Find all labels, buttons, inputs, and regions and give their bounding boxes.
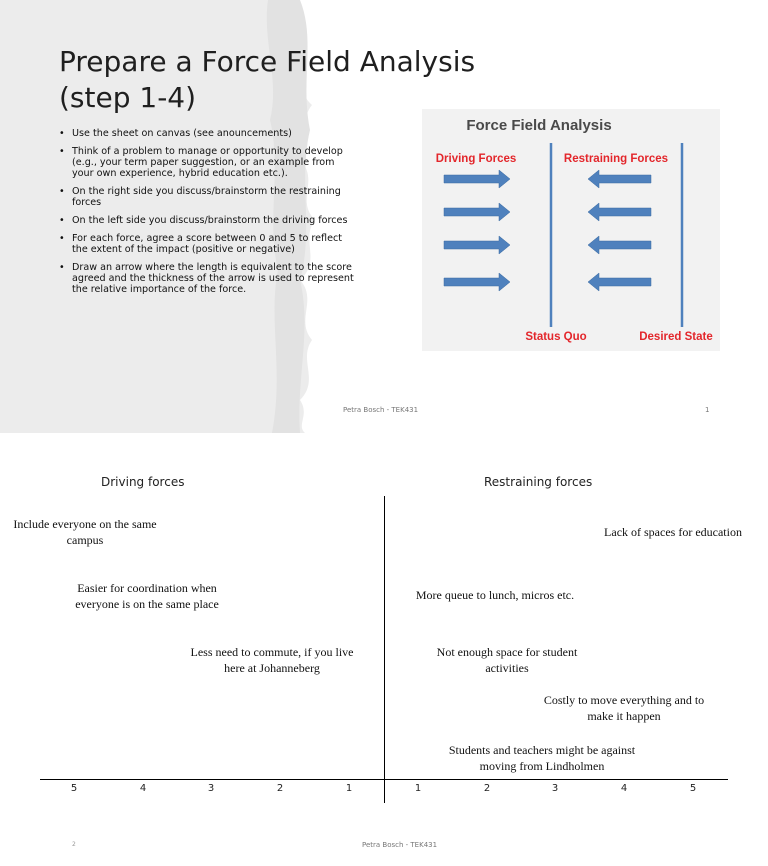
force-field-diagram (422, 109, 720, 351)
slide-footer: Petra Bosch - TEK431 (362, 841, 438, 849)
restraining-forces-heading: Restraining forces (484, 475, 593, 489)
scale-tick-label: 4 (139, 783, 147, 794)
slide-2 (0, 433, 768, 866)
restraining-force-item: Costly to move everything and to make it happen (543, 693, 705, 723)
slide-title: Prepare a Force Field Analysis (step 1-4) (59, 45, 476, 114)
instruction-list (58, 128, 358, 302)
scale-tick-label: 1 (345, 783, 353, 794)
scale-tick-label: 2 (276, 783, 284, 794)
restraining-forces-label: Restraining Forces (563, 153, 669, 165)
driving-force-item: Include everyone on the same campus (13, 517, 157, 547)
driving-force-item: Less need to commute, if you live here at Johanneberg (190, 645, 354, 675)
desired-state-label: Desired State (639, 331, 713, 343)
scale-tick-label: 5 (70, 783, 78, 794)
restraining-force-item: Not enough space for student activities (436, 645, 578, 675)
status-quo-label: Status Quo (525, 331, 587, 343)
scale-tick-label: 4 (620, 783, 628, 794)
score-axis-line (40, 779, 728, 780)
driving-force-item: Easier for coordination when everyone is on the same place (75, 581, 219, 611)
driving-forces-label: Driving Forces (435, 153, 517, 165)
figure-title: Force Field Analysis (466, 117, 612, 134)
bullet-item: • On the right side you discuss/brainstorm the restraining forces (58, 186, 358, 208)
bullet-item: • Use the sheet on canvas (see anouncements) (58, 128, 358, 139)
bullet-item: • Draw an arrow where the length is equivalent to the score agreed and the thickness of the arrow is used to represent the relative importance of the force. (58, 262, 358, 295)
bullet-item: • For each force, agree a score between 0 and 5 to reflect the extent of the impact (positive or negative) (58, 233, 358, 255)
restraining-force-item: Lack of spaces for education (604, 525, 742, 539)
slide-footer: Petra Bosch - TEK431 (343, 406, 419, 414)
scale-tick-label: 3 (551, 783, 559, 794)
center-divider-line (384, 496, 385, 803)
page-number: 2 (72, 841, 76, 848)
bullet-item: • Think of a problem to manage or opportunity to develop (e.g., your term paper suggestion, or an example from your own experience, hybrid education etc.). (58, 146, 358, 179)
bullet-item: • On the left side you discuss/brainstorm the driving forces (58, 215, 358, 226)
page-number: 1 (705, 406, 710, 414)
restraining-force-item: More queue to lunch, micros etc. (415, 588, 575, 602)
scale-tick-label: 2 (483, 783, 491, 794)
force-field-figure (422, 109, 720, 351)
scale-tick-label: 1 (414, 783, 422, 794)
scale-tick-label: 5 (689, 783, 697, 794)
driving-forces-heading: Driving forces (101, 475, 185, 489)
scale-tick-label: 3 (207, 783, 215, 794)
restraining-force-item: Students and teachers might be against moving from Lindholmen (448, 743, 636, 773)
